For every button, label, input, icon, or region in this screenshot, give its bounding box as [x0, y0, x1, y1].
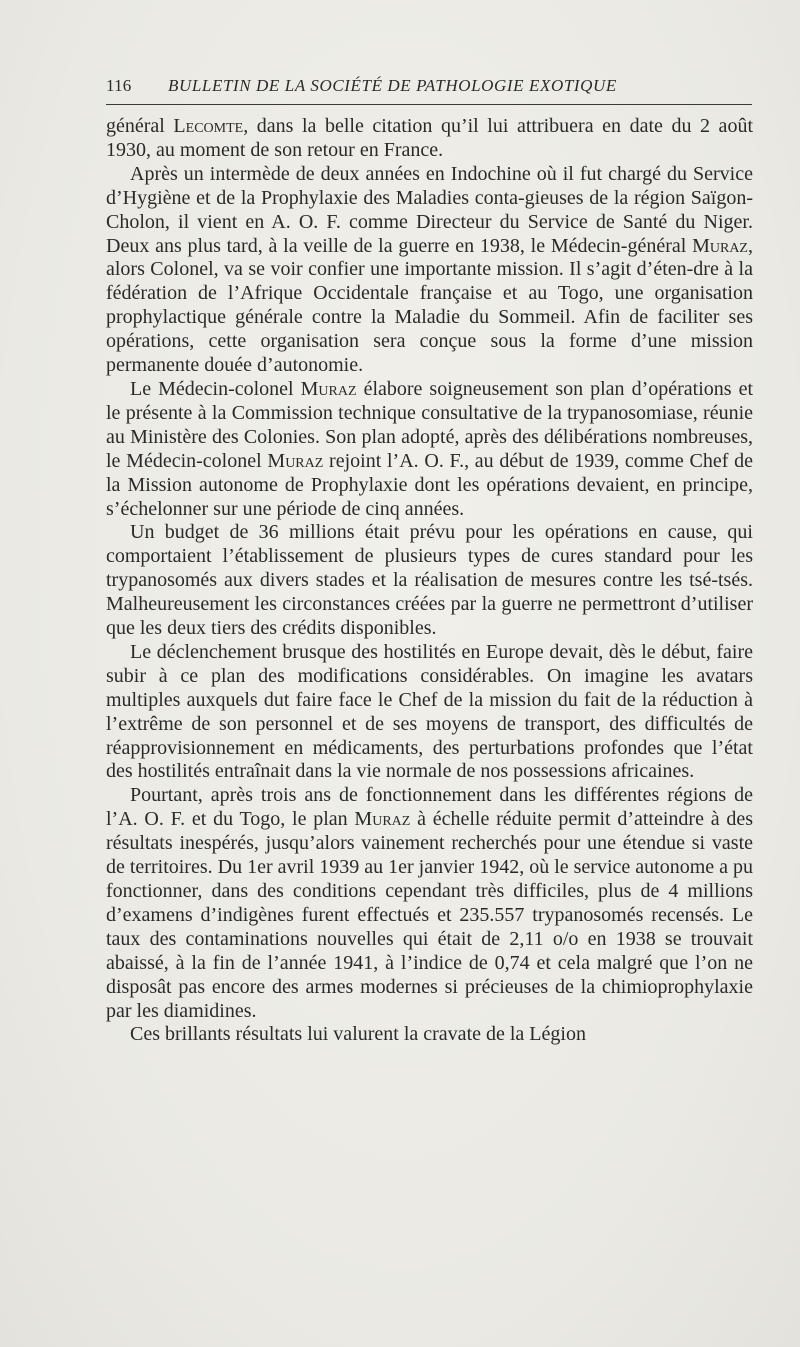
- paragraph: [106, 641, 753, 784]
- paragraph: [106, 378, 753, 521]
- text-run: à échelle réduite permit d’atteindre à des résultats inespérés, jusqu’alors vainement recherchés pour une étendue si vaste de territoires. Du 1er avril 1939 au 1er janvier 1942, où le service autonome a pu fonctionner, dans des conditions cependant très difficiles, plus de 4 millions d’examens d’indigènes furent effectués et 235.557 trypanosomés recensés. Le taux des contaminations nouvelles qui était de 2,11 o/o en 1938 se trouvait abaissé, à la fin de l’année 1941, à l’indice de 0,74 et cela malgré que l’on ne disposât pas encore des armes modernes si précieuses de la chimioprophylaxie par les diamidines.: [106, 808, 754, 1022]
- text-run: élabore soigneusement son plan d’opérations et le présente à la Commission technique consultative de la trypanosomiase, réunie au Ministère des Colonies. Son plan adopté, après des délibérations nombreuses, le Médecin-colonel: [106, 377, 753, 472]
- text-run: Ces brillants résultats lui valurent la cravate de la Légion: [130, 1023, 586, 1046]
- paragraph: [106, 115, 753, 163]
- author-name: Muraz: [300, 377, 357, 400]
- text-run: Après un intermède de deux années en Indochine où il fut chargé du Service d’Hygiène et de la Prophylaxie des Maladies conta-gieuses de la région Saïgon-Cholon, il vient en A. O. F. comme Directeur du Service de Santé du Niger. Deux ans plus tard, à la veille de la guerre en 1938, le Médecin-général: [106, 162, 753, 257]
- text-run: Le Médecin-colonel: [130, 377, 301, 400]
- author-name: Muraz: [692, 234, 748, 257]
- text-run: rejoint l’A. O. F., au début de 1939, comme Chef de la Mission autonome de Prophylaxie dont les opérations devaient, en principe, s’échelonner sur une période de cinq années.: [106, 449, 754, 520]
- text-run: Un budget de 36 millions était prévu pour les opérations en cause, qui comportaient l’établissement de plusieurs types de cures standard pour les trypanosomés aux divers stades et la réalisation de mesures contre les tsé-tsés. Malheureusement les circonstances créées par la guerre ne permettront d’utiliser que les deux tiers des crédits disponibles.: [106, 521, 753, 640]
- page-number: 116: [106, 76, 132, 95]
- paragraph: [106, 784, 753, 1023]
- paragraph: [106, 163, 753, 378]
- text-run: Pourtant, après trois ans de fonctionnement dans les différentes régions de l’A. O. F. et du Togo, le plan: [106, 784, 753, 831]
- text-run: , alors Colonel, va se voir confier une importante mission. Il s’agit d’éten-dre à la fédération de l’Afrique Occidentale française et au Togo, une organisation prophylactique générale contre la Maladie du Sommeil. Afin de faciliter ses opérations, cette organisation sera conçue sous la forme d’une mission permanente douée d’autonomie.: [106, 234, 753, 377]
- author-name: Muraz: [354, 808, 411, 831]
- text-run: , dans la belle citation qu’il lui attribuera en date du 2 août 1930, au moment de son retour en France.: [106, 115, 753, 161]
- running-title: BULLETIN DE LA SOCIÉTÉ DE PATHOLOGIE EXOTIQUE: [168, 76, 617, 95]
- text-run: Le déclenchement brusque des hostilités en Europe devait, dès le début, faire subir à ce plan des modifications considérables. On imagine les avatars multiples auxquels dut faire face le Chef de la mission du fait de la réduction à l’extrême de son personnel et de ses moyens de transport, des difficultés de réapprovisionnement en médicaments, des perturbations profondes que l’état des hostilités entraînait dans la vie normale de nos possessions africaines.: [106, 640, 753, 783]
- page-header: [106, 74, 752, 102]
- body-text: [106, 115, 753, 1047]
- paragraph: [106, 521, 753, 641]
- paragraph: [106, 1023, 753, 1047]
- header-rule: [106, 104, 752, 105]
- text-run: général: [106, 115, 174, 137]
- author-name: Lecomte: [173, 115, 244, 137]
- author-name: Muraz: [267, 449, 324, 472]
